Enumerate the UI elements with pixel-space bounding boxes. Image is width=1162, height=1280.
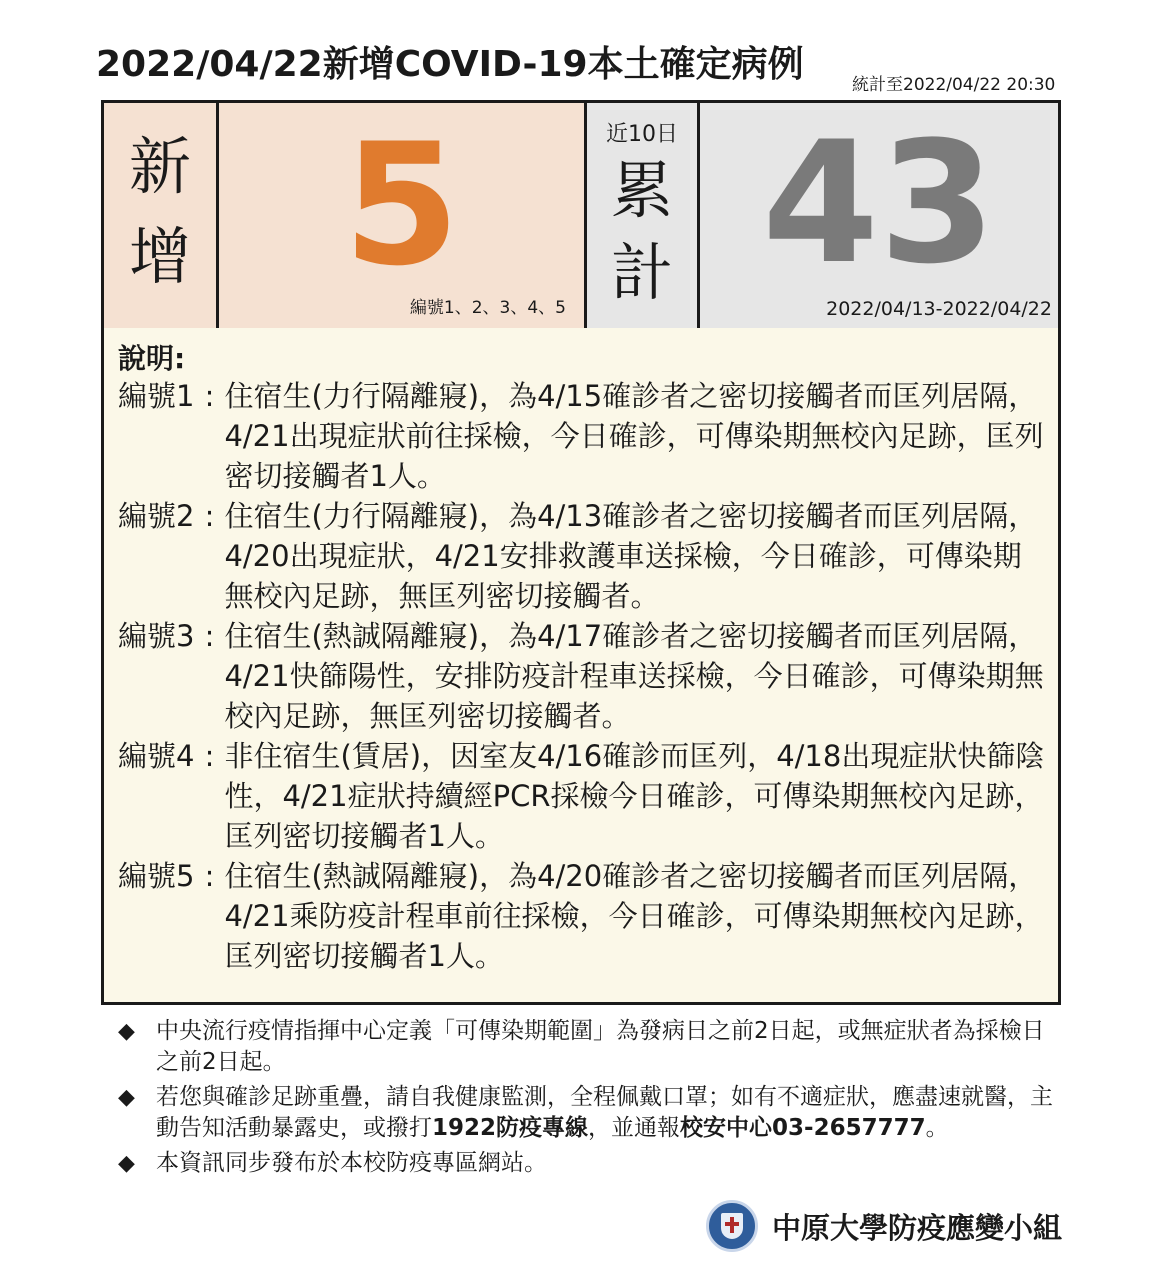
case-description: 住宿生(力行隔離寢)，為4/15確診者之密切接觸者而匡列居隔，4/21出現症狀前往採檢，今日確診，可傳染期無校內足跡，匡列密切接觸者1人。 [224,379,1044,493]
case-item [118,856,1046,976]
page-title: 2022/04/22新增COVID-19本土確定病例 [96,44,804,85]
summary-row [104,103,1058,331]
explanation-section [104,328,1058,1002]
cumulative-count-cell [700,103,1058,328]
cum-label-char-1: 累 [610,154,673,227]
case-colon: : [204,499,215,533]
case-colon: : [204,859,215,893]
case-number: 編號1 [118,379,195,413]
footer-organization [706,1200,1062,1252]
university-emblem-icon [706,1200,758,1252]
security-center-phone: 校安中心03-2657777 [680,1115,926,1141]
explanation-title: 說明: [118,342,186,375]
case-colon: : [204,619,215,653]
case-number: 編號4 [118,739,195,773]
hotline-text: 1922防疫專線 [432,1115,589,1141]
case-description: 住宿生(熱誠隔離寢)，為4/17確診者之密切接觸者而匡列居隔，4/21快篩陽性，安排防疫計程車送採檢，今日確診，可傳染期無校內足跡，無匡列密切接觸者。 [224,619,1044,733]
cumulative-count: 43 [762,105,996,301]
organization-name: 中原大學防疫應變小組 [772,1210,1063,1245]
note-text: 中央流行疫情指揮中心定義「可傳染期範圍」為發病日之前2日起，或無症狀者為採檢日之前2日起。 [156,1018,1045,1075]
case-colon: : [204,739,215,773]
cumulative-label-cell [587,103,700,328]
note-text-part: 若您與確診足跡重疊，請自我健康監測，全程佩戴口罩；如有不適症狀，應盡速就醫，主動告知活動暴露史，或撥打 [156,1084,1053,1141]
note-text [156,1082,1053,1144]
note-item [118,1016,1053,1078]
case-item [118,736,1046,856]
new-case-count: 5 [343,107,460,303]
case-description: 住宿生(力行隔離寢)，為4/13確診者之密切接觸者而匡列居隔，4/20出現症狀，4/21安排救護車送採檢，今日確診，可傳染期無校內足跡，無匡列密切接觸者。 [224,499,1038,613]
case-item [118,376,1046,496]
new-label-cell [104,103,219,328]
cum-label-char-2: 計 [610,236,673,309]
case-description: 非住宿生(賃居)，因室友4/16確診而匡列，4/18出現症狀快篩陰性，4/21症狀持續經PCR採檢今日確診，可傳染期無校內足跡，匡列密切接觸者1人。 [224,739,1045,853]
notes-list [118,1016,1053,1183]
new-case-ids: 編號1、2、3、4、5 [409,298,566,318]
case-description: 住宿生(熱誠隔離寢)，為4/20確診者之密切接觸者而匡列居隔，4/21乘防疫計程車前往採檢，今日確診，可傳染期無校內足跡，匡列密切接觸者1人。 [224,859,1044,973]
cumulative-date-range: 2022/04/13-2022/04/22 [826,298,1052,320]
note-item [118,1148,1053,1179]
case-board [101,100,1061,1005]
new-label-char-1: 新 [128,130,191,203]
case-item [118,496,1046,616]
new-label-char-2: 增 [128,220,191,293]
note-text: 本資訊同步發布於本校防疫專區網站。 [156,1150,547,1176]
note-text-part: 。 [925,1115,949,1141]
case-number: 編號5 [118,859,195,893]
case-number: 編號3 [118,619,195,653]
diamond-bullet-icon: ◆ [118,1019,135,1044]
case-item [118,616,1046,736]
case-number: 編號2 [118,499,195,533]
note-item [118,1082,1053,1144]
diamond-bullet-icon: ◆ [118,1085,135,1110]
case-colon: : [204,379,215,413]
stat-timestamp: 統計至2022/04/22 20:30 [852,75,1056,95]
new-count-cell [219,103,587,328]
note-text-part: ，並通報 [588,1115,681,1141]
diamond-bullet-icon: ◆ [118,1151,135,1176]
period-label: 近10日 [606,122,678,147]
